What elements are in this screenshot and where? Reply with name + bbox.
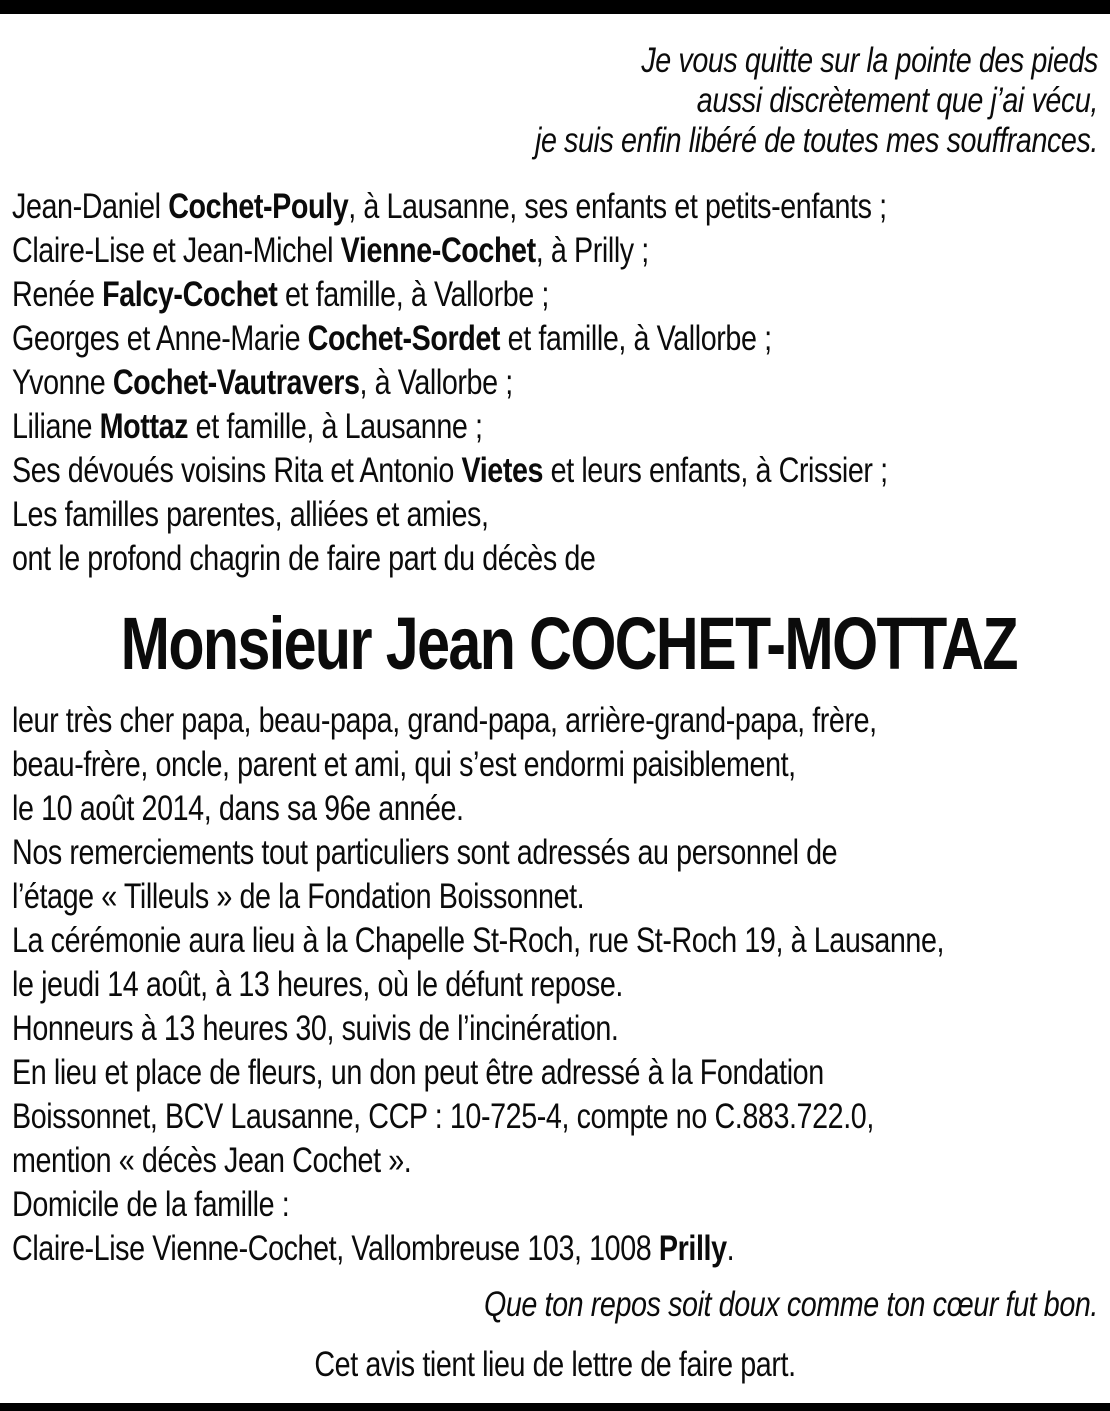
text-line bbox=[12, 229, 903, 273]
deceased-name-heading bbox=[12, 597, 1098, 691]
text-segment: et famille, à Vallorbe ; bbox=[500, 319, 772, 358]
name-emphasis: Cochet-Vautravers bbox=[112, 363, 360, 402]
text-segment: l’étage « Tilleuls » de la Fondation Boissonnet. bbox=[12, 877, 585, 916]
faire-part-note: Cet avis tient lieu de lettre de faire part. bbox=[314, 1345, 796, 1384]
closing-quote-section bbox=[12, 1283, 1098, 1327]
text-line bbox=[12, 317, 903, 361]
name-emphasis: Prilly bbox=[658, 1229, 727, 1268]
text-segment: Claire-Lise Vienne-Cochet, Vallombreuse 103, 1008 bbox=[12, 1229, 659, 1268]
text-segment: le jeudi 14 août, à 13 heures, où le défunt repose. bbox=[12, 965, 623, 1004]
text-line bbox=[207, 121, 1098, 161]
text-segment: , à Lausanne, ses enfants et petits-enfants ; bbox=[348, 187, 887, 226]
text-segment: le 10 août 2014, dans sa 96e année. bbox=[12, 789, 464, 828]
name-emphasis: Falcy-Cochet bbox=[102, 275, 278, 314]
name-emphasis: Cochet-Pouly bbox=[168, 187, 349, 226]
name-emphasis: Cochet-Sordet bbox=[307, 319, 501, 358]
text-segment: Liliane bbox=[12, 407, 100, 446]
text-segment: aussi discrètement que j’ai vécu, bbox=[696, 81, 1098, 120]
text-line bbox=[12, 405, 903, 449]
text-line bbox=[12, 919, 945, 963]
text-line bbox=[12, 537, 903, 581]
text-line bbox=[207, 81, 1098, 121]
text-segment: mention « décès Jean Cochet ». bbox=[12, 1141, 412, 1180]
text-line bbox=[12, 787, 903, 831]
text-segment: Nos remerciements tout particuliers sont adressés au personnel de bbox=[12, 833, 838, 872]
text-segment: Renée bbox=[12, 275, 103, 314]
text-segment: . bbox=[726, 1229, 735, 1268]
text-segment: Georges et Anne-Marie bbox=[12, 319, 308, 358]
text-line bbox=[12, 963, 903, 1007]
name-emphasis: Mottaz bbox=[99, 407, 189, 446]
closing-quote: Que ton repos soit doux comme ton cœur fut bon. bbox=[483, 1285, 1098, 1324]
text-segment: Honneurs à 13 heures 30, suivis de l’incinération. bbox=[12, 1009, 619, 1048]
text-line bbox=[12, 273, 903, 317]
text-line bbox=[12, 1227, 903, 1271]
notice-body bbox=[12, 699, 1098, 1271]
text-segment: Domicile de la famille : bbox=[12, 1185, 290, 1224]
text-segment: beau-frère, oncle, parent et ami, qui s’est endormi paisiblement, bbox=[12, 745, 796, 784]
notice-content bbox=[0, 41, 1110, 1387]
bottom-border-bar bbox=[0, 1403, 1110, 1411]
text-segment: leur très cher papa, beau-papa, grand-papa, arrière-grand-papa, frère, bbox=[12, 701, 877, 740]
text-segment: et famille, à Lausanne ; bbox=[188, 407, 483, 446]
text-segment: Claire-Lise et Jean-Michel bbox=[12, 231, 341, 270]
text-line bbox=[12, 1051, 903, 1095]
top-border-bar bbox=[0, 0, 1110, 14]
text-line bbox=[12, 493, 903, 537]
text-segment: , à Prilly ; bbox=[535, 231, 649, 270]
faire-part-note-section bbox=[12, 1343, 1098, 1387]
text-segment: je suis enfin libéré de toutes mes souffrances. bbox=[534, 121, 1098, 160]
text-segment: La cérémonie aura lieu à la Chapelle St-Roch, rue St-Roch 19, à Lausanne, bbox=[12, 921, 945, 960]
text-segment: Je vous quitte sur la pointe des pieds bbox=[641, 41, 1098, 80]
text-line bbox=[12, 1007, 903, 1051]
text-segment: et leurs enfants, à Crissier ; bbox=[543, 451, 888, 490]
text-line bbox=[12, 361, 903, 405]
text-line bbox=[12, 831, 903, 875]
text-segment: Ses dévoués voisins Rita et Antonio bbox=[12, 451, 462, 490]
text-segment: Les familles parentes, alliées et amies, bbox=[12, 495, 489, 534]
text-segment: , à Vallorbe ; bbox=[359, 363, 513, 402]
text-segment: Jean-Daniel bbox=[12, 187, 169, 226]
text-line bbox=[12, 875, 903, 919]
text-segment: et famille, à Vallorbe ; bbox=[277, 275, 549, 314]
epigraph-quote bbox=[12, 41, 1098, 161]
text-segment: ont le profond chagrin de faire part du décès de bbox=[12, 539, 596, 578]
text-segment: Boissonnet, BCV Lausanne, CCP : 10-725-4, compte no C.883.722.0, bbox=[12, 1097, 874, 1136]
text-segment: Yvonne bbox=[12, 363, 113, 402]
text-line bbox=[12, 743, 903, 787]
text-line bbox=[12, 449, 903, 493]
text-line bbox=[12, 699, 903, 743]
deceased-name: Monsieur Jean COCHET-MOTTAZ bbox=[120, 602, 1017, 685]
text-line bbox=[12, 1139, 903, 1183]
text-line bbox=[12, 185, 903, 229]
text-line bbox=[207, 41, 1098, 81]
name-emphasis: Vienne-Cochet bbox=[340, 231, 536, 270]
text-line bbox=[12, 1183, 903, 1227]
text-line bbox=[12, 1095, 903, 1139]
family-announcement-list bbox=[12, 185, 1098, 581]
name-emphasis: Vietes bbox=[461, 451, 544, 490]
text-segment: En lieu et place de fleurs, un don peut être adressé à la Fondation bbox=[12, 1053, 824, 1092]
